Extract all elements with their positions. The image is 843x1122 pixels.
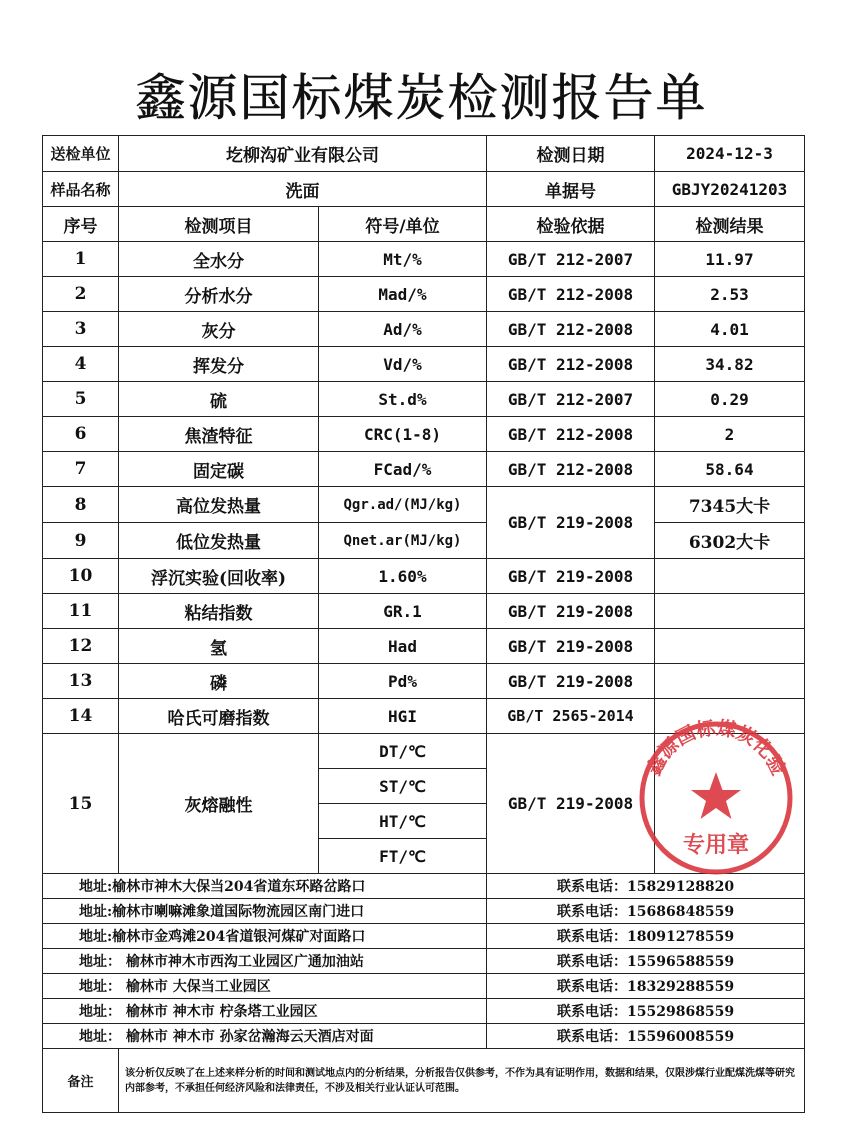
row-basis: GB/T 212-2008 — [487, 452, 655, 487]
table-row — [43, 277, 805, 312]
row-no: 8 — [43, 487, 119, 523]
address-text: 地址： 榆林市 神木市 柠条塔工业园区 — [43, 999, 487, 1024]
row-basis: GB/T 219-2008 — [487, 594, 655, 629]
address-row — [43, 999, 805, 1024]
ash-symbol-dt: DT/℃ — [319, 734, 487, 769]
row-item: 硫 — [119, 382, 319, 417]
row-symbol: St.d% — [319, 382, 487, 417]
row-basis: GB/T 212-2008 — [487, 347, 655, 382]
phone-text: 联系电话：18091278559 — [487, 924, 805, 949]
table-row — [43, 347, 805, 382]
row-symbol: Had — [319, 629, 487, 664]
row-basis: GB/T 212-2008 — [487, 312, 655, 347]
row-no: 5 — [43, 382, 119, 417]
row-basis: GB/T 212-2007 — [487, 242, 655, 277]
address-row — [43, 924, 805, 949]
ash-symbol-st: ST/℃ — [319, 769, 487, 804]
row-result — [655, 559, 805, 594]
row-symbol: 1.60% — [319, 559, 487, 594]
report-title: 鑫源国标煤炭检测报告单 — [135, 69, 708, 127]
row-result: 2.53 — [655, 277, 805, 312]
address-row — [43, 874, 805, 899]
row-no: 14 — [43, 699, 119, 734]
ash-item: 灰熔融性 — [119, 734, 319, 874]
row-no: 3 — [43, 312, 119, 347]
row-no: 4 — [43, 347, 119, 382]
row-basis: GB/T 219-2008 — [487, 559, 655, 594]
header-row-client — [43, 136, 805, 172]
row-result: 58.64 — [655, 452, 805, 487]
ash-no: 15 — [43, 734, 119, 874]
row-result — [655, 594, 805, 629]
address-text: 地址:榆林市神木大保当204省道东环路岔路口 — [43, 874, 487, 899]
table-row — [43, 629, 805, 664]
table-row — [43, 382, 805, 417]
row-result: 7345大卡 — [655, 487, 805, 523]
row-item: 灰分 — [119, 312, 319, 347]
sample-label: 样品名称 — [43, 172, 119, 207]
row-no: 1 — [43, 242, 119, 277]
row-result — [655, 629, 805, 664]
row-no: 2 — [43, 277, 119, 312]
col-header-symbol: 符号/单位 — [319, 207, 487, 242]
date-value: 2024-12-3 — [655, 136, 805, 172]
phone-text: 联系电话：15596008559 — [487, 1024, 805, 1049]
row-item: 哈氏可磨指数 — [119, 699, 319, 734]
row-basis: GB/T 219-2008 — [487, 487, 655, 559]
row-result — [655, 699, 805, 734]
note-row — [43, 1049, 805, 1113]
row-result: 2 — [655, 417, 805, 452]
sample-value: 洗面 — [119, 172, 487, 207]
row-result: 34.82 — [655, 347, 805, 382]
seal-arc-textpath: 鑫源国标煤炭化验 — [642, 718, 790, 779]
ash-result — [655, 734, 805, 874]
row-item: 低位发热量 — [119, 523, 319, 559]
row-result — [655, 664, 805, 699]
table-row — [43, 452, 805, 487]
client-label: 送检单位 — [43, 136, 119, 172]
row-symbol: Qgr.ad/(MJ/kg) — [319, 487, 487, 523]
row-basis: GB/T 219-2008 — [487, 664, 655, 699]
row-result: 6302大卡 — [655, 523, 805, 559]
row-item: 浮沉实验(回收率) — [119, 559, 319, 594]
row-item: 分析水分 — [119, 277, 319, 312]
doc-no-value: GBJY20241203 — [655, 172, 805, 207]
address-row — [43, 899, 805, 924]
col-header-basis: 检验依据 — [487, 207, 655, 242]
row-basis: GB/T 212-2008 — [487, 277, 655, 312]
ash-fusion-row — [43, 734, 805, 769]
header-row-sample — [43, 172, 805, 207]
doc-no-label: 单据号 — [487, 172, 655, 207]
phone-text: 联系电话：15686848559 — [487, 899, 805, 924]
row-symbol: Qnet.ar(MJ/kg) — [319, 523, 487, 559]
report-table — [42, 135, 805, 1113]
row-result: 4.01 — [655, 312, 805, 347]
row-basis: GB/T 219-2008 — [487, 629, 655, 664]
row-result: 11.97 — [655, 242, 805, 277]
address-text: 地址： 榆林市 大保当工业园区 — [43, 974, 487, 999]
row-item: 粘结指数 — [119, 594, 319, 629]
row-symbol: Ad/% — [319, 312, 487, 347]
row-item: 高位发热量 — [119, 487, 319, 523]
client-value: 圪柳沟矿业有限公司 — [119, 136, 487, 172]
row-item: 挥发分 — [119, 347, 319, 382]
row-basis: GB/T 2565-2014 — [487, 699, 655, 734]
row-item: 固定碳 — [119, 452, 319, 487]
address-text: 地址： 榆林市神木市西沟工业园区广通加油站 — [43, 949, 487, 974]
row-symbol: HGI — [319, 699, 487, 734]
row-symbol: CRC(1-8) — [319, 417, 487, 452]
address-text: 地址:榆林市金鸡滩204省道银河煤矿对面路口 — [43, 924, 487, 949]
note-text: 该分析仅反映了在上述来样分析的时间和测试地点内的分析结果，分析报告仅供参考，不作为具有证明作用，数据和结果，仅限涉煤行业配煤洗煤等研究内部参考，不承担任何经济风险和法律责任，不涉及相关行业认证认可范围。 — [119, 1049, 805, 1113]
address-row — [43, 949, 805, 974]
table-row — [43, 417, 805, 452]
row-no: 7 — [43, 452, 119, 487]
col-header-no: 序号 — [43, 207, 119, 242]
phone-text: 联系电话：18329288559 — [487, 974, 805, 999]
column-header-row — [43, 207, 805, 242]
row-symbol: FCad/% — [319, 452, 487, 487]
table-row — [43, 559, 805, 594]
phone-text: 联系电话：15529868559 — [487, 999, 805, 1024]
row-symbol: Mad/% — [319, 277, 487, 312]
address-text: 地址： 榆林市 神木市 孙家岔瀚海云天酒店对面 — [43, 1024, 487, 1049]
ash-symbol-ft: FT/℃ — [319, 839, 487, 874]
col-header-item: 检测项目 — [119, 207, 319, 242]
row-no: 6 — [43, 417, 119, 452]
row-item: 磷 — [119, 664, 319, 699]
table-row — [43, 242, 805, 277]
row-item: 焦渣特征 — [119, 417, 319, 452]
address-text: 地址:榆林市喇嘛滩象道国际物流园区南门进口 — [43, 899, 487, 924]
table-row — [43, 487, 805, 523]
address-row — [43, 974, 805, 999]
row-no: 11 — [43, 594, 119, 629]
row-symbol: GR.1 — [319, 594, 487, 629]
ash-symbol-ht: HT/℃ — [319, 804, 487, 839]
col-header-result: 检测结果 — [655, 207, 805, 242]
phone-text: 联系电话：15596588559 — [487, 949, 805, 974]
row-basis: GB/T 212-2008 — [487, 417, 655, 452]
table-row — [43, 312, 805, 347]
row-basis: GB/T 212-2007 — [487, 382, 655, 417]
row-no: 12 — [43, 629, 119, 664]
row-no: 9 — [43, 523, 119, 559]
table-row — [43, 523, 805, 559]
ash-basis: GB/T 219-2008 — [487, 734, 655, 874]
address-row — [43, 1024, 805, 1049]
table-row — [43, 664, 805, 699]
row-symbol: Mt/% — [319, 242, 487, 277]
date-label: 检测日期 — [487, 136, 655, 172]
row-item: 全水分 — [119, 242, 319, 277]
row-symbol: Pd% — [319, 664, 487, 699]
table-row — [43, 699, 805, 734]
row-no: 10 — [43, 559, 119, 594]
row-no: 13 — [43, 664, 119, 699]
note-label: 备注 — [43, 1049, 119, 1113]
row-symbol: Vd/% — [319, 347, 487, 382]
row-item: 氢 — [119, 629, 319, 664]
table-row — [43, 594, 805, 629]
seal-subtext: 专用章 — [682, 832, 750, 858]
row-result: 0.29 — [655, 382, 805, 417]
phone-text: 联系电话：15829128820 — [487, 874, 805, 899]
